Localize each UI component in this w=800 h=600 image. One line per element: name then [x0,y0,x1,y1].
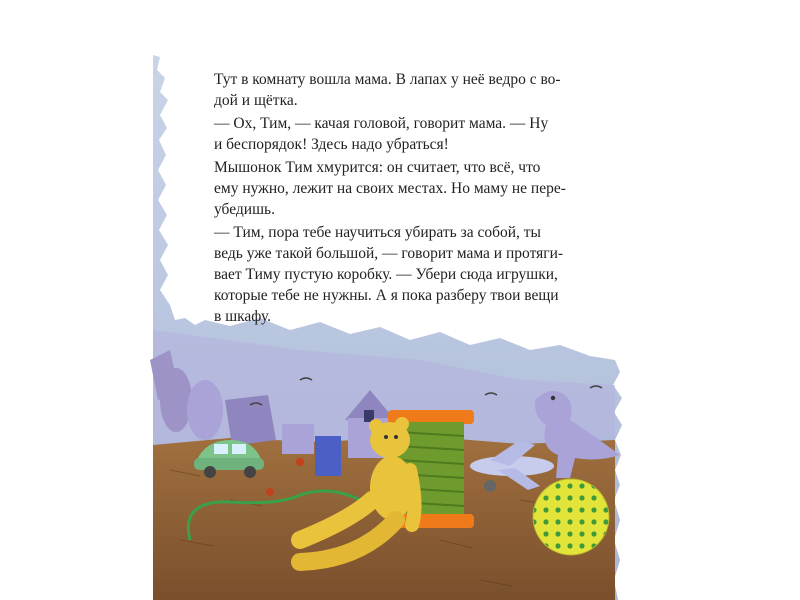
text-line: вает Тиму пустую коробку. — Убери сюда игрушки, [214,266,558,283]
text-line: дой и щётка. [214,92,298,109]
text-line: — Ох, Тим, — качая головой, говорит мама. — Ну [214,115,549,132]
text-line: ведь уже такой большой, — говорит мама и протяги- [214,245,564,262]
text-line: Тут в комнату вошла мама. В лапах у неё ведро с во- [214,71,561,88]
text-line: Мышонок Тим хмурится: он считает, что всё, что [214,159,541,176]
story-text [214,69,594,329]
paragraph-3 [214,157,594,220]
paragraph-1 [214,69,594,111]
dotted-ball [533,479,609,555]
text-line: — Тим, пора тебе научиться убирать за собой, ты [214,224,541,241]
paragraph-4 [214,222,594,327]
text-line: которые тебе не нужны. А я пока разберу твои вещи [214,287,559,304]
text-line: убедишь. [214,201,275,218]
text-line: ему нужно, лежит на своих местах. Но маму не пере- [214,180,566,197]
paragraph-2 [214,113,594,155]
text-line: в шкафу. [214,308,272,325]
text-line: и беспорядок! Здесь надо убраться! [214,136,449,153]
